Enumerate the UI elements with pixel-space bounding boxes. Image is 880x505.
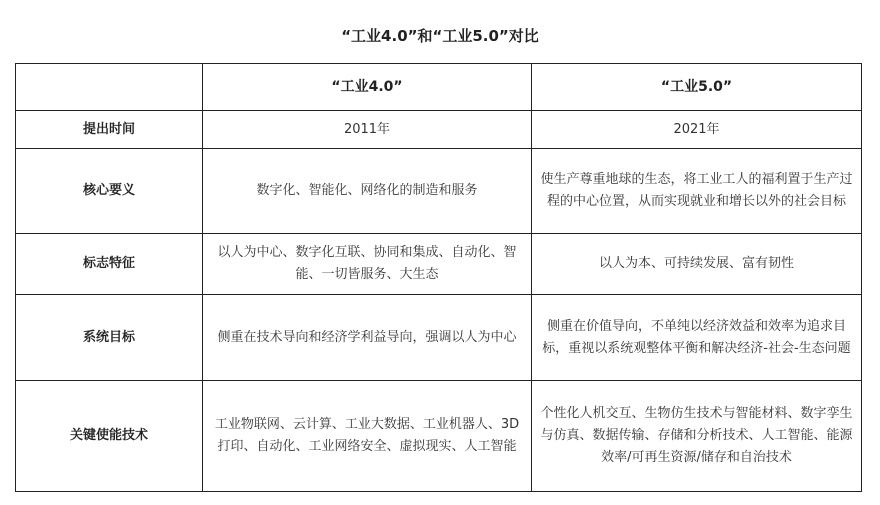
row-label: 系统目标 xyxy=(16,295,203,381)
cell-industry-4-0: 以人为中心、数字化互联、协同和集成、自动化、智能、一切皆服务、大生态 xyxy=(203,234,532,295)
cell-industry-5-0: 2021年 xyxy=(532,111,862,149)
table-row-proposal-time xyxy=(16,111,862,149)
cell-industry-5-0: 使生产尊重地球的生态，将工业工人的福利置于生产过程的中心位置，从而实现就业和增长以外的社会目标 xyxy=(532,149,862,234)
cell-industry-5-0: 以人为本、可持续发展、富有韧性 xyxy=(532,234,862,295)
cell-industry-4-0: 侧重在技术导向和经济学利益导向，强调以人为中心 xyxy=(203,295,532,381)
cell-industry-4-0: 2011年 xyxy=(203,111,532,149)
row-label: 关键使能技术 xyxy=(16,381,203,492)
table-header-row xyxy=(16,64,862,111)
cell-industry-4-0: 数字化、智能化、网络化的制造和服务 xyxy=(203,149,532,234)
table-row-key-features xyxy=(16,234,862,295)
cell-industry-4-0: 工业物联网、云计算、工业大数据、工业机器人、3D打印、自动化、工业网络安全、虚拟现实、人工智能 xyxy=(203,381,532,492)
cell-industry-5-0: 个性化人机交互、生物仿生技术与智能材料、数字孪生与仿真、数据传输、存储和分析技术、人工智能、能源效率/可再生资源/储存和自治技术 xyxy=(532,381,862,492)
cell-industry-5-0: 侧重在价值导向，不单纯以经济效益和效率为追求目标，重视以系统观整体平衡和解决经济-社会-生态问题 xyxy=(532,295,862,381)
header-industry-5-0: “工业5.0” xyxy=(532,64,862,111)
row-label: 提出时间 xyxy=(16,111,203,149)
table-row-enabling-technologies xyxy=(16,381,862,492)
table-row-system-goals xyxy=(16,295,862,381)
comparison-table xyxy=(15,63,862,492)
header-corner-cell xyxy=(16,64,203,111)
row-label: 核心要义 xyxy=(16,149,203,234)
row-label: 标志特征 xyxy=(16,234,203,295)
document-title: “工业4.0”和“工业5.0”对比 xyxy=(341,27,539,45)
header-industry-4-0: “工业4.0” xyxy=(203,64,532,111)
table-row-core-meaning xyxy=(16,149,862,234)
